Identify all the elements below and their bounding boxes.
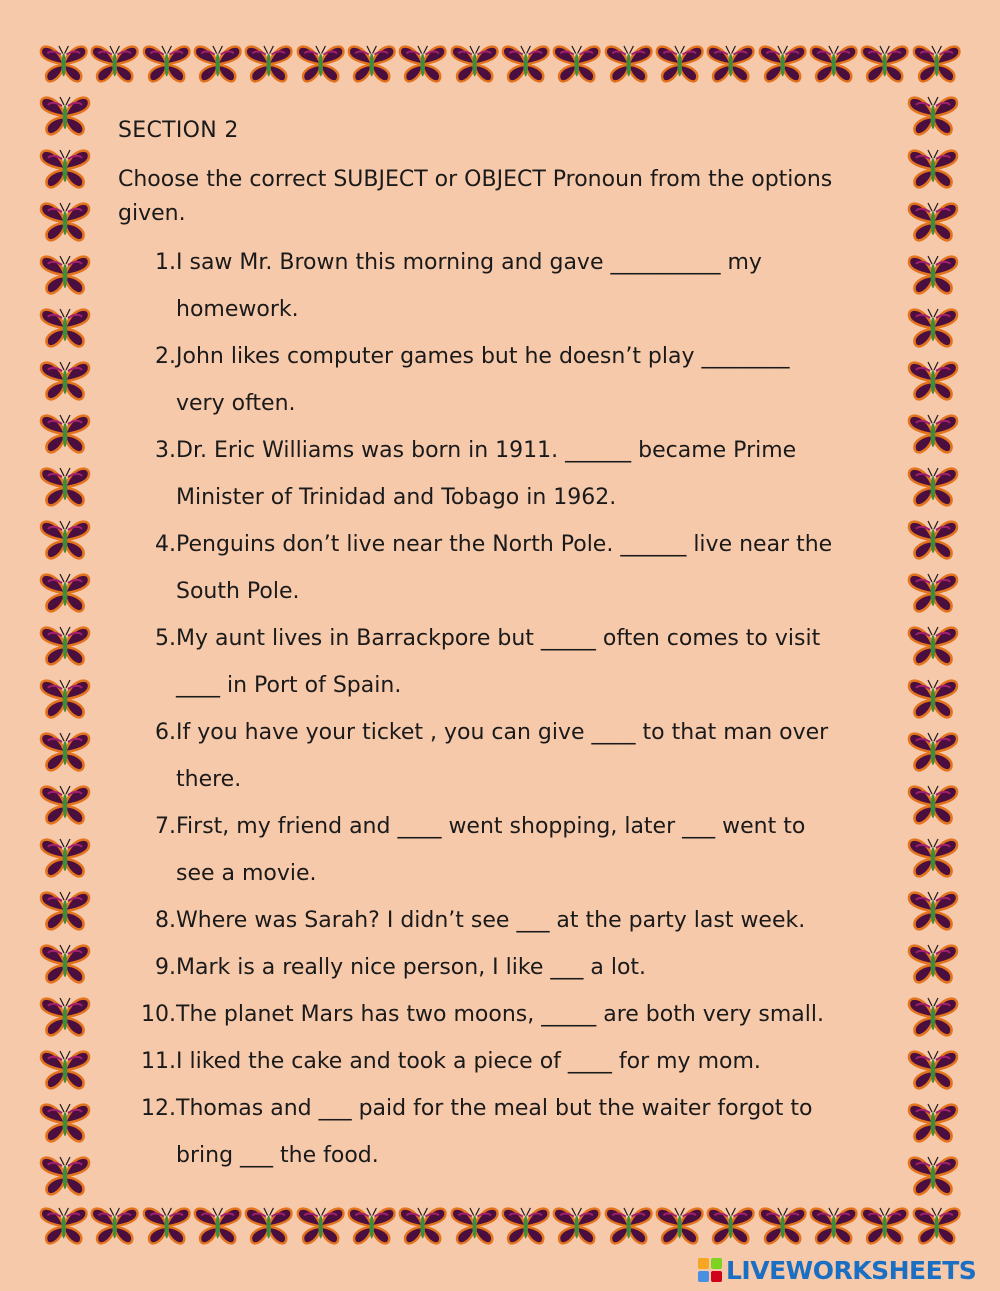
question-continuation <box>118 568 888 615</box>
question-text-continued: homework. <box>176 297 299 322</box>
butterfly-icon <box>906 1099 960 1147</box>
question-number: 11. <box>141 1049 176 1074</box>
question-number: 6. <box>155 720 176 745</box>
butterfly-icon <box>38 1152 92 1200</box>
question-text-continued: there. <box>176 767 242 792</box>
butterfly-icon <box>243 1202 294 1250</box>
butterfly-icon <box>906 410 960 458</box>
question-number: 12. <box>141 1096 176 1121</box>
question-number: 2. <box>155 344 176 369</box>
butterfly-icon <box>38 1099 92 1147</box>
question-number: 10. <box>141 1002 176 1027</box>
butterfly-icon <box>906 251 960 299</box>
question-continuation <box>118 1132 888 1179</box>
butterfly-border-left <box>38 92 92 1200</box>
logo-text: LIVEWORKSHEETS <box>726 1255 977 1285</box>
butterfly-icon <box>911 40 962 88</box>
question-text: The planet Mars has two moons, _____ are both very small. <box>176 1002 824 1027</box>
question-number: 1. <box>155 250 176 275</box>
question-number: 3. <box>155 438 176 463</box>
worksheet-content <box>118 118 888 1179</box>
question-text: I saw Mr. Brown this morning and gave __________ my <box>176 250 762 275</box>
butterfly-icon <box>38 993 92 1041</box>
question-indent <box>118 286 176 333</box>
butterfly-icon <box>906 357 960 405</box>
butterfly-icon <box>38 145 92 193</box>
butterfly-icon <box>705 40 756 88</box>
butterfly-icon <box>808 1202 859 1250</box>
butterfly-icon <box>500 40 551 88</box>
butterfly-icon <box>38 675 92 723</box>
question-indent <box>118 756 176 803</box>
butterfly-icon <box>38 569 92 617</box>
question-indent <box>118 662 176 709</box>
question-item <box>118 991 888 1038</box>
instructions: Choose the correct SUBJECT or OBJECT Pronoun from the options given. <box>118 167 833 226</box>
logo-block <box>711 1258 722 1269</box>
question-text: I liked the cake and took a piece of ____ for my mom. <box>176 1049 761 1074</box>
butterfly-icon <box>911 1202 962 1250</box>
butterfly-icon <box>346 40 397 88</box>
butterfly-icon <box>906 516 960 564</box>
question-text: Thomas and ___ paid for the meal but the waiter forgot to <box>176 1096 813 1121</box>
question-indent <box>118 1132 176 1179</box>
butterfly-icon <box>38 251 92 299</box>
butterfly-icon <box>551 1202 602 1250</box>
question-number: 9. <box>155 955 176 980</box>
butterfly-icon <box>757 1202 808 1250</box>
butterfly-icon <box>346 1202 397 1250</box>
logo-blocks-icon <box>698 1258 722 1282</box>
butterfly-icon <box>38 198 92 246</box>
question-text: If you have your ticket , you can give ____ to that man over <box>176 720 829 745</box>
butterfly-icon <box>906 1046 960 1094</box>
butterfly-icon <box>192 40 243 88</box>
question-list <box>118 239 888 1179</box>
question-number: 7. <box>155 814 176 839</box>
butterfly-border-top <box>38 40 962 88</box>
question-item <box>118 803 888 850</box>
logo-block <box>711 1271 722 1282</box>
question-item <box>118 709 888 756</box>
butterfly-icon <box>38 887 92 935</box>
question-text-continued: very often. <box>176 391 296 416</box>
butterfly-icon <box>449 40 500 88</box>
logo-block <box>698 1271 709 1282</box>
question-continuation <box>118 850 888 897</box>
butterfly-icon <box>906 887 960 935</box>
butterfly-icon <box>906 675 960 723</box>
butterfly-icon <box>38 410 92 458</box>
butterfly-icon <box>38 834 92 882</box>
question-text-continued: South Pole. <box>176 579 300 604</box>
question-continuation <box>118 474 888 521</box>
question-item <box>118 427 888 474</box>
question-text: Dr. Eric Williams was born in 1911. ______ became Prime <box>176 438 797 463</box>
question-item <box>118 615 888 662</box>
question-text: First, my friend and ____ went shopping, later ___ went to <box>176 814 806 839</box>
question-number: 4. <box>155 532 176 557</box>
question-item <box>118 1085 888 1132</box>
butterfly-icon <box>38 728 92 776</box>
butterfly-icon <box>38 1046 92 1094</box>
butterfly-icon <box>295 40 346 88</box>
butterfly-icon <box>38 463 92 511</box>
question-number: 5. <box>155 626 176 651</box>
butterfly-icon <box>906 1152 960 1200</box>
butterfly-icon <box>906 940 960 988</box>
logo-block <box>698 1258 709 1269</box>
butterfly-icon <box>192 1202 243 1250</box>
butterfly-icon <box>906 728 960 776</box>
butterfly-icon <box>295 1202 346 1250</box>
butterfly-icon <box>449 1202 500 1250</box>
butterfly-icon <box>654 1202 705 1250</box>
question-continuation <box>118 662 888 709</box>
butterfly-icon <box>654 40 705 88</box>
butterfly-icon <box>906 569 960 617</box>
question-indent <box>118 850 176 897</box>
section-title: SECTION 2 <box>118 118 239 143</box>
butterfly-icon <box>906 622 960 670</box>
question-continuation <box>118 380 888 427</box>
butterfly-icon <box>38 622 92 670</box>
butterfly-icon <box>551 40 602 88</box>
question-item <box>118 1038 888 1085</box>
butterfly-icon <box>89 40 140 88</box>
butterfly-icon <box>500 1202 551 1250</box>
butterfly-icon <box>38 940 92 988</box>
butterfly-icon <box>38 357 92 405</box>
butterfly-icon <box>906 781 960 829</box>
butterfly-icon <box>906 92 960 140</box>
butterfly-icon <box>38 1202 89 1250</box>
question-indent <box>118 474 176 521</box>
question-indent <box>118 380 176 427</box>
butterfly-icon <box>603 1202 654 1250</box>
butterfly-icon <box>38 92 92 140</box>
butterfly-icon <box>906 834 960 882</box>
butterfly-icon <box>906 993 960 1041</box>
question-item <box>118 521 888 568</box>
question-text-continued: bring ___ the food. <box>176 1143 379 1168</box>
butterfly-icon <box>859 1202 910 1250</box>
question-indent <box>118 568 176 615</box>
question-text: Where was Sarah? I didn’t see ___ at the party last week. <box>176 908 806 933</box>
butterfly-icon <box>243 40 294 88</box>
butterfly-border-bottom <box>38 1202 962 1250</box>
question-text-continued: ____ in Port of Spain. <box>176 673 402 698</box>
butterfly-icon <box>397 1202 448 1250</box>
question-text: Penguins don’t live near the North Pole. ______ live near the <box>176 532 833 557</box>
butterfly-icon <box>38 40 89 88</box>
butterfly-icon <box>603 40 654 88</box>
butterfly-icon <box>906 304 960 352</box>
question-item <box>118 944 888 991</box>
butterfly-icon <box>38 516 92 564</box>
butterfly-icon <box>906 198 960 246</box>
liveworksheets-logo <box>698 1256 976 1284</box>
question-text-continued: Minister of Trinidad and Tobago in 1962. <box>176 485 617 510</box>
question-item <box>118 897 888 944</box>
question-item <box>118 239 888 286</box>
butterfly-icon <box>397 40 448 88</box>
question-text-continued: see a movie. <box>176 861 317 886</box>
butterfly-icon <box>38 304 92 352</box>
butterfly-icon <box>859 40 910 88</box>
butterfly-icon <box>89 1202 140 1250</box>
butterfly-icon <box>808 40 859 88</box>
question-continuation <box>118 756 888 803</box>
butterfly-icon <box>906 145 960 193</box>
butterfly-icon <box>141 40 192 88</box>
question-text: Mark is a really nice person, I like ___ a lot. <box>176 955 647 980</box>
butterfly-icon <box>38 781 92 829</box>
question-text: My aunt lives in Barrackpore but _____ often comes to visit <box>176 626 821 651</box>
question-text: John likes computer games but he doesn’t play ________ <box>176 344 790 369</box>
butterfly-icon <box>705 1202 756 1250</box>
question-item <box>118 333 888 380</box>
butterfly-icon <box>757 40 808 88</box>
butterfly-border-right <box>906 92 960 1200</box>
question-continuation <box>118 286 888 333</box>
question-number: 8. <box>155 908 176 933</box>
butterfly-icon <box>141 1202 192 1250</box>
butterfly-icon <box>906 463 960 511</box>
